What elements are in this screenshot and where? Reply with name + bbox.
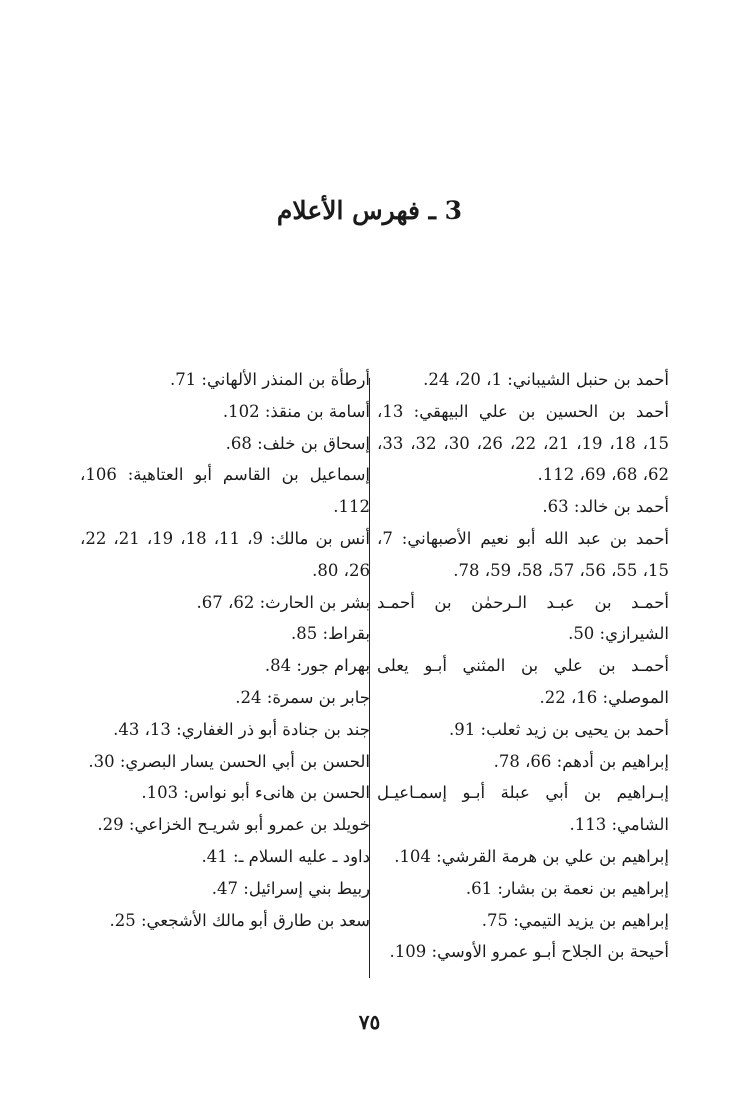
index-entry: الحسن بن أبي الحسن يسار البصري: 30. bbox=[88, 751, 370, 771]
index-entry: إبراهيم بن أدهم: 66، 78. bbox=[493, 751, 669, 771]
page-number: ٧٥ bbox=[358, 1010, 381, 1034]
index-entry: أرطأة بن المنذر الألهاني: 71. bbox=[169, 370, 370, 389]
index-entry: أسامة بن منقذ: 102. bbox=[222, 401, 370, 421]
index-entry: جابر بن سمرة: 24. bbox=[235, 687, 370, 707]
index-column-right bbox=[377, 364, 669, 968]
index-entry: أحمد بن حنبل الشيباني: 1، 20، 24. bbox=[423, 370, 669, 389]
index-entry: سعد بن طارق أبو مالك الأشجعي: 25. bbox=[109, 910, 370, 930]
index-entry: أحمد بن عبد الله أبو نعيم الأصبهاني: 7، 15، 55، 56، 57، 58، 59، 78. bbox=[377, 528, 669, 580]
index-entry: أحمـد بن عبـد الـرحمٰن بن أحمـد الشيرازي: 50. bbox=[377, 592, 669, 644]
index-entry: ربيط بني إسرائيل: 47. bbox=[211, 878, 370, 898]
index-entry: إبراهيم بن يزيد التيمي: 75. bbox=[481, 910, 669, 930]
index-entry: إسحاق بن خلف: 68. bbox=[225, 433, 370, 453]
index-entry: إسماعيل بن القاسم أبو العتاهية: 106، 112. bbox=[80, 465, 370, 517]
index-entry: إبراهيم بن نعمة بن بشار: 61. bbox=[465, 878, 669, 898]
index-entry: الحسن بن هانىء أبو نواس: 103. bbox=[141, 783, 370, 803]
index-column-left bbox=[80, 364, 370, 936]
index-entry: خويلد بن عمرو أبو شريـح الخزاعي: 29. bbox=[97, 815, 370, 835]
index-entry: أنس بن مالك: 9، 11، 18، 19، 21، 22، 26، 80. bbox=[80, 528, 370, 580]
index-entry: أحمد بن خالد: 63. bbox=[542, 497, 669, 517]
index-entry: أحمد بن الحسين بن علي البيهقي: 13، 15، 18، 19، 21، 22، 26، 30، 32، 33، 62، 68، 69، 112. bbox=[377, 401, 669, 485]
index-entry: داود ـ عليه السلام ـ: 41. bbox=[201, 846, 370, 866]
index-entry: أحيحة بن الجلاح أبـو عمرو الأوسي: 109. bbox=[389, 942, 669, 962]
index-entry: بقراط: 85. bbox=[291, 624, 370, 644]
index-entry: بهرام جور: 84. bbox=[264, 656, 370, 676]
index-entry: جند بن جنادة أبو ذر الغفاري: 13، 43. bbox=[113, 719, 370, 739]
index-entry: أحمـد بن علي بن المثني أبـو يعلى الموصلي: 16، 22. bbox=[377, 656, 669, 707]
index-entry: بشر بن الحارث: 62، 67. bbox=[196, 592, 370, 612]
index-title: 3 ـ فهرس الأعلام bbox=[276, 196, 463, 225]
index-entry: إبـراهيم بن أبي عبلة أبـو إسمـاعيـل الشامي: 113. bbox=[377, 783, 669, 835]
index-entry: أحمد بن يحيى بن زيد ثعلب: 91. bbox=[449, 719, 669, 739]
index-entry: إبراهيم بن علي بن هرمة القرشي: 104. bbox=[394, 846, 669, 866]
